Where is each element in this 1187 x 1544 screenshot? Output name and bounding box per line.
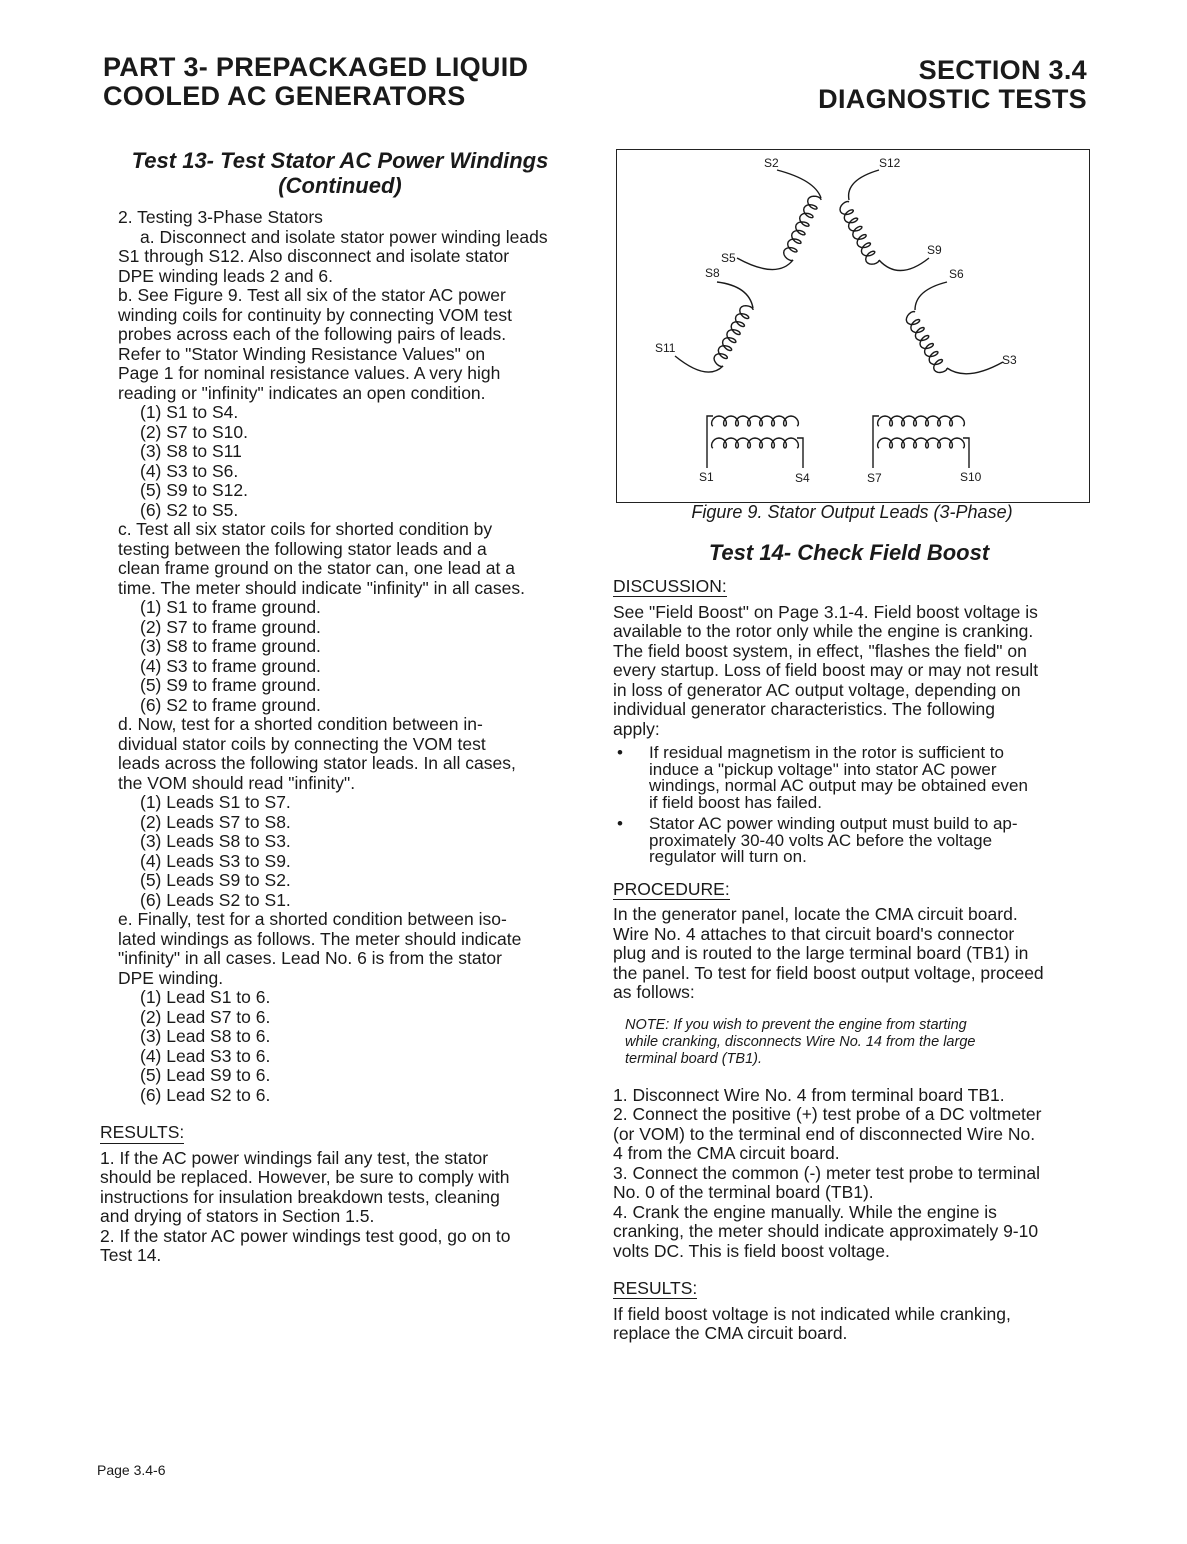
- text-line: (6) Lead S2 to 6.: [140, 1084, 271, 1105]
- test14-results: [613, 1305, 1085, 1344]
- label-s1: S1: [699, 470, 714, 484]
- text-line: (4) Lead S3 to 6.: [140, 1045, 271, 1066]
- text-line: the panel. To test for field boost output voltage, proceed: [613, 962, 1044, 983]
- text-line: Test 14.: [100, 1245, 162, 1265]
- text-line: (2) Leads S7 to S8.: [140, 811, 291, 832]
- text-line: testing between the following stator leads and a: [118, 538, 487, 559]
- test14-column: [613, 540, 1085, 1344]
- text-line: S1 through S12. Also disconnect and isolate stator: [118, 246, 510, 266]
- lead-s5: [737, 258, 793, 270]
- text-line: DPE winding.: [118, 967, 224, 988]
- text-line: 3. Connect the common (-) meter test probe to terminal: [613, 1162, 1040, 1183]
- text-line: Wire No. 4 attaches to that circuit board's connector: [613, 923, 1015, 944]
- lead-s3: [947, 362, 1003, 374]
- text-line: should be replaced. However, be sure to comply with: [100, 1167, 510, 1187]
- text-line: (4) S3 to frame ground.: [140, 655, 321, 676]
- procedure-steps: [613, 1086, 1085, 1262]
- lead-s12: [849, 170, 879, 200]
- text-line: individual generator characteristics. The following: [613, 699, 995, 719]
- discussion-heading: DISCUSSION:: [613, 576, 727, 596]
- text-line: (3) Lead S8 to 6.: [140, 1026, 271, 1046]
- procedure-text: [613, 905, 1085, 1003]
- text-line: NOTE: If you wish to prevent the engine from starting: [625, 1016, 967, 1033]
- text-line: (2) S7 to frame ground.: [140, 616, 321, 637]
- coil-lower-s4: [712, 438, 799, 448]
- text-line: (4) S3 to S6.: [140, 460, 239, 481]
- coil-s12-s9: [840, 202, 879, 265]
- page-number: Page 3.4-6: [97, 1462, 166, 1478]
- text-line: 1. If the AC power windings fail any test, the stator: [100, 1147, 489, 1168]
- test14-results-heading: RESULTS:: [613, 1278, 698, 1298]
- text-line: In the generator panel, locate the CMA circuit board.: [613, 904, 1018, 924]
- text-line: induce a "pickup voltage" into stator AC power: [649, 759, 997, 779]
- text-line: See "Field Boost" on Page 3.1-4. Field boost voltage is: [613, 601, 1038, 622]
- text-line: d. Now, test for a shorted condition between in-: [118, 714, 483, 734]
- text-line: and drying of stators in Section 1.5.: [100, 1206, 375, 1226]
- text-line: probes across each of the following pairs of leads.: [118, 324, 507, 344]
- coil-lower-s10: [878, 438, 965, 448]
- text-line: 2. Testing 3-Phase Stators: [118, 207, 323, 227]
- coil-upper-s7: [878, 416, 965, 426]
- text-line: 4. Crank the engine manually. While the engine is: [613, 1201, 997, 1222]
- text-line: (1) Leads S1 to S7.: [140, 792, 291, 812]
- label-s10: S10: [960, 470, 982, 484]
- text-line: regulator will turn on.: [649, 847, 807, 866]
- text-line: No. 0 of the terminal board (TB1).: [613, 1182, 874, 1202]
- text-line: • If residual magnetism in the rotor is sufficient to: [649, 743, 1004, 762]
- label-s7: S7: [867, 471, 882, 485]
- procedure-note: [625, 1017, 1075, 1068]
- text-line: dividual stator coils by connecting the VOM test: [118, 733, 486, 754]
- test13-title-line-1: Test 13- Test Stator AC Power Windings: [131, 148, 549, 173]
- text-line: available to the rotor only while the engine is cranking.: [613, 621, 1034, 641]
- text-line: windings, normal AC output may be obtained even: [649, 776, 1028, 795]
- label-s2: S2: [764, 156, 779, 170]
- text-line: If field boost voltage is not indicated while cranking,: [613, 1303, 1011, 1324]
- text-line: replace the CMA circuit board.: [613, 1323, 848, 1343]
- text-line: instructions for insulation breakdown tests, cleaning: [100, 1186, 500, 1207]
- text-line: (3) Leads S8 to S3.: [140, 831, 291, 851]
- text-line: (4) Leads S3 to S9.: [140, 850, 291, 871]
- test14-title: Test 14- Check Field Boost: [708, 540, 990, 565]
- text-line: (5) S9 to frame ground.: [140, 675, 321, 695]
- text-line: (6) S2 to frame ground.: [140, 694, 321, 715]
- text-line: • Stator AC power winding output must build to ap-: [649, 814, 1018, 833]
- stator-diagram: [617, 150, 1089, 502]
- coil-s2-s5: [784, 196, 821, 260]
- text-line: (2) Lead S7 to 6.: [140, 1006, 271, 1027]
- procedure-heading: PROCEDURE:: [613, 878, 730, 899]
- text-line: while cranking, disconnects Wire No. 14 from the large: [625, 1033, 976, 1050]
- text-line: 1. Disconnect Wire No. 4 from terminal board TB1.: [613, 1084, 1005, 1105]
- label-s3: S3: [1002, 353, 1017, 367]
- figure-stator-leads: [616, 149, 1090, 503]
- lead-s6: [915, 282, 947, 310]
- coil-s8-s11: [714, 306, 753, 367]
- bullet-item: [613, 816, 1085, 866]
- test13-results-heading: RESULTS:: [100, 1122, 185, 1142]
- text-line: (1) Lead S1 to 6.: [140, 987, 271, 1007]
- lead-s8: [717, 282, 753, 308]
- label-s11: S11: [655, 341, 676, 355]
- label-s12: S12: [879, 156, 901, 170]
- part-heading-line-1: PART 3- PREPACKAGED LIQUID: [103, 52, 529, 82]
- lead-s2: [777, 170, 821, 198]
- text-line: as follows:: [613, 982, 695, 1002]
- text-line: (or VOM) to the terminal end of disconnected Wire No.: [613, 1123, 1036, 1144]
- bullet-item: [613, 745, 1085, 811]
- text-line: the VOM should read "infinity".: [118, 772, 356, 793]
- discussion-bullets: [613, 745, 1085, 866]
- test13-results: [100, 1149, 570, 1266]
- text-line: (6) Leads S2 to S1.: [140, 889, 291, 910]
- text-line: time. The meter should indicate "infinity" in all cases.: [118, 577, 526, 598]
- text-line: DPE winding leads 2 and 6.: [118, 265, 333, 286]
- text-line: (5) Lead S9 to 6.: [140, 1065, 271, 1085]
- text-line: e. Finally, test for a shorted condition between iso-: [118, 909, 507, 929]
- text-line: "infinity" in all cases. Lead No. 6 is from the stator: [118, 948, 502, 968]
- label-s5: S5: [721, 251, 736, 265]
- lead-s11: [675, 356, 723, 372]
- text-line: Page 1 for nominal resistance values. A very high: [118, 363, 501, 383]
- text-line: every startup. Loss of field boost may or may not result: [613, 660, 1039, 680]
- test13-body: [100, 208, 570, 1105]
- figure-caption: Figure 9. Stator Output Leads (3-Phase): [691, 502, 1013, 522]
- label-s8: S8: [705, 266, 720, 280]
- text-line: (3) S8 to S11: [140, 441, 242, 461]
- text-line: cranking, the meter should indicate approximately 9-10: [613, 1221, 1039, 1241]
- discussion-text: [613, 603, 1085, 740]
- text-line: leads across the following stator leads. In all cases,: [118, 753, 516, 773]
- text-line: (1) S1 to S4.: [140, 402, 239, 422]
- text-line: b. See Figure 9. Test all six of the stator AC power: [118, 285, 506, 305]
- text-line: c. Test all six stator coils for shorted condition by: [118, 519, 493, 539]
- text-line: in loss of generator AC output voltage, depending on: [613, 679, 1021, 700]
- section-heading: [818, 56, 1087, 114]
- text-line: apply:: [613, 718, 660, 739]
- part-heading-line-2: COOLED AC GENERATORS: [103, 81, 466, 111]
- lead-s9: [879, 258, 929, 271]
- text-line: plug and is routed to the large terminal board (TB1) in: [613, 943, 1029, 963]
- test13-title: [110, 148, 570, 198]
- test13-title-line-2: (Continued): [278, 173, 402, 198]
- text-line: 2. If the stator AC power windings test good, go on to: [100, 1225, 511, 1246]
- text-line: (3) S8 to frame ground.: [140, 636, 321, 656]
- text-line: Refer to "Stator Winding Resistance Values" on: [118, 343, 486, 364]
- text-line: clean frame ground on the stator can, one lead at a: [118, 558, 515, 578]
- text-line: (5) S9 to S12.: [140, 480, 248, 500]
- label-s9: S9: [927, 243, 942, 257]
- text-line: (5) Leads S9 to S2.: [140, 870, 291, 890]
- text-line: (6) S2 to S5.: [140, 499, 239, 520]
- text-line: 4 from the CMA circuit board.: [613, 1143, 840, 1163]
- text-line: terminal board (TB1).: [625, 1050, 762, 1067]
- text-line: proximately 30-40 volts AC before the voltage: [649, 830, 993, 850]
- text-line: volts DC. This is field boost voltage.: [613, 1240, 890, 1261]
- text-line: reading or "infinity" indicates an open condition.: [118, 382, 486, 403]
- text-line: 2. Connect the positive (+) test probe of a DC voltmeter: [613, 1104, 1042, 1124]
- text-line: lated windings as follows. The meter should indicate: [118, 928, 522, 949]
- test13-column: [100, 148, 570, 1266]
- text-line: if field boost has failed.: [649, 792, 822, 812]
- text-line: (1) S1 to frame ground.: [140, 597, 321, 617]
- coil-upper-s1: [712, 416, 799, 426]
- part-heading: [103, 53, 528, 111]
- text-line: winding coils for continuity by connecting VOM test: [118, 304, 512, 325]
- section-heading-line-1: SECTION 3.4: [918, 55, 1087, 85]
- text-line: a. Disconnect and isolate stator power winding leads: [140, 226, 548, 247]
- text-line: (2) S7 to S10.: [140, 421, 248, 442]
- label-s6: S6: [949, 267, 964, 281]
- label-s4: S4: [795, 471, 810, 485]
- coil-s6-s3: [906, 312, 947, 373]
- section-heading-line-2: DIAGNOSTIC TESTS: [818, 84, 1087, 114]
- text-line: The field boost system, in effect, "flashes the field" on: [613, 640, 1027, 661]
